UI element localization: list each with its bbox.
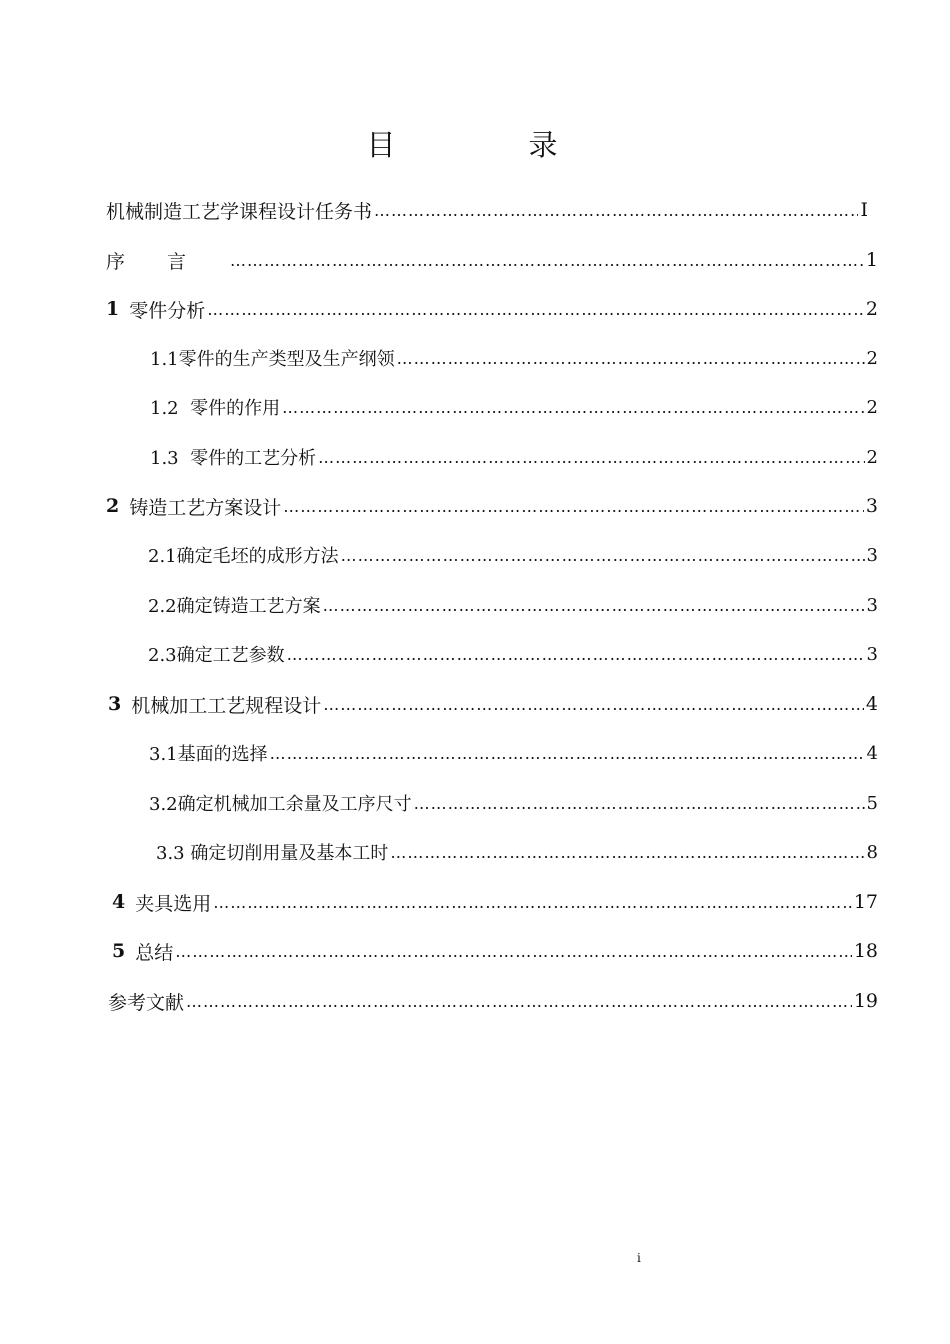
toc-entry-number: 1 [106,298,120,320]
toc-leader [323,695,864,714]
toc-entry[interactable] [150,437,878,477]
toc-entry-number: 3 [108,693,122,715]
toc-entry-page: 4 [865,693,878,715]
toc-leader [323,596,865,615]
toc-leader [270,744,865,763]
toc-entry-page: 3 [866,544,878,566]
toc-entry-label: 参考文献 [108,991,185,1014]
toc-entry-page: 19 [853,990,878,1012]
toc-entry-page: 8 [866,841,878,863]
toc-entry-label: 2.2确定铸造工艺方案 [148,596,321,617]
toc-entry[interactable] [148,535,878,575]
toc-entry-page: 18 [853,940,878,962]
toc-entry-page: 2 [866,446,878,468]
toc-entry-label: 机械加工工艺规程设计 [131,694,322,717]
toc-entry-label: 夹具选用 [135,892,212,915]
toc-entry[interactable] [150,338,878,378]
toc-entry[interactable] [112,882,878,922]
toc-entry[interactable] [148,585,878,625]
toc-entry-page: 4 [866,742,878,764]
toc-entry[interactable] [149,783,878,823]
toc-leader [341,546,865,565]
toc-leader [374,201,858,220]
toc-entry-page: 5 [866,792,878,814]
toc-entry-page: 1 [865,249,878,271]
toc-leader [282,398,864,417]
toc-entry[interactable] [148,634,878,674]
toc-entry-label: 零件分析 [129,299,206,322]
toc-entry-page: 17 [853,891,878,913]
toc-entry-page: I [860,199,868,221]
page-number: i [637,1251,641,1265]
toc-leader [175,942,852,961]
toc-entry[interactable] [156,832,878,872]
toc-entry-label: 总结 [135,941,174,964]
toc-leader [213,893,852,912]
toc-entry[interactable] [112,931,878,971]
toc-entry-page: 2 [866,396,878,418]
toc-entry[interactable] [149,733,878,773]
toc-entry-label: 机械制造工艺学课程设计任务书 [106,200,373,223]
toc-entry-label: 1.2 零件的作用 [150,398,281,419]
toc-leader [287,645,865,664]
toc-entry-number: 5 [112,940,126,962]
toc-entry[interactable] [150,387,878,427]
toc-entry-label: 3.2确定机械加工余量及工序尺寸 [149,794,412,815]
toc-entry-label: 2.3确定工艺参数 [148,645,285,666]
toc-leader [397,349,865,368]
toc-leader [186,992,852,1011]
toc-entry-label: 序言 [106,250,229,273]
toc-entry-label: 2.1确定毛坯的成形方法 [148,546,339,567]
toc-leader [390,843,864,862]
toc-entry-page: 2 [865,298,878,320]
toc-entry[interactable] [106,190,868,230]
toc-entry-number: 4 [112,891,126,913]
toc-entry-number: 2 [106,495,120,517]
toc-entry-label: 1.3 零件的工艺分析 [150,448,317,469]
toc-entry-label: 1.1零件的生产类型及生产纲领 [150,349,395,370]
toc-entry[interactable] [108,981,878,1021]
toc-entry[interactable] [108,684,878,724]
toc-entry-page: 3 [865,495,878,517]
toc-entry[interactable] [106,240,878,280]
toc-entry-label: 铸造工艺方案设计 [129,496,282,519]
toc-entry[interactable] [106,289,878,329]
toc-entry-page: 3 [866,643,878,665]
toc-entry[interactable] [106,486,878,526]
toc-leader [283,497,864,516]
toc-entry-page: 3 [866,594,878,616]
toc-entry-label: 3.1基面的选择 [149,744,268,765]
toc-leader [414,794,865,813]
toc-leader [230,251,864,270]
toc-title: 目 录 [366,128,610,162]
toc-leader [318,448,864,467]
toc-entry-page: 2 [866,347,878,369]
toc-leader [207,300,864,319]
toc-entry-label: 3.3 确定切削用量及基本工时 [156,843,389,864]
